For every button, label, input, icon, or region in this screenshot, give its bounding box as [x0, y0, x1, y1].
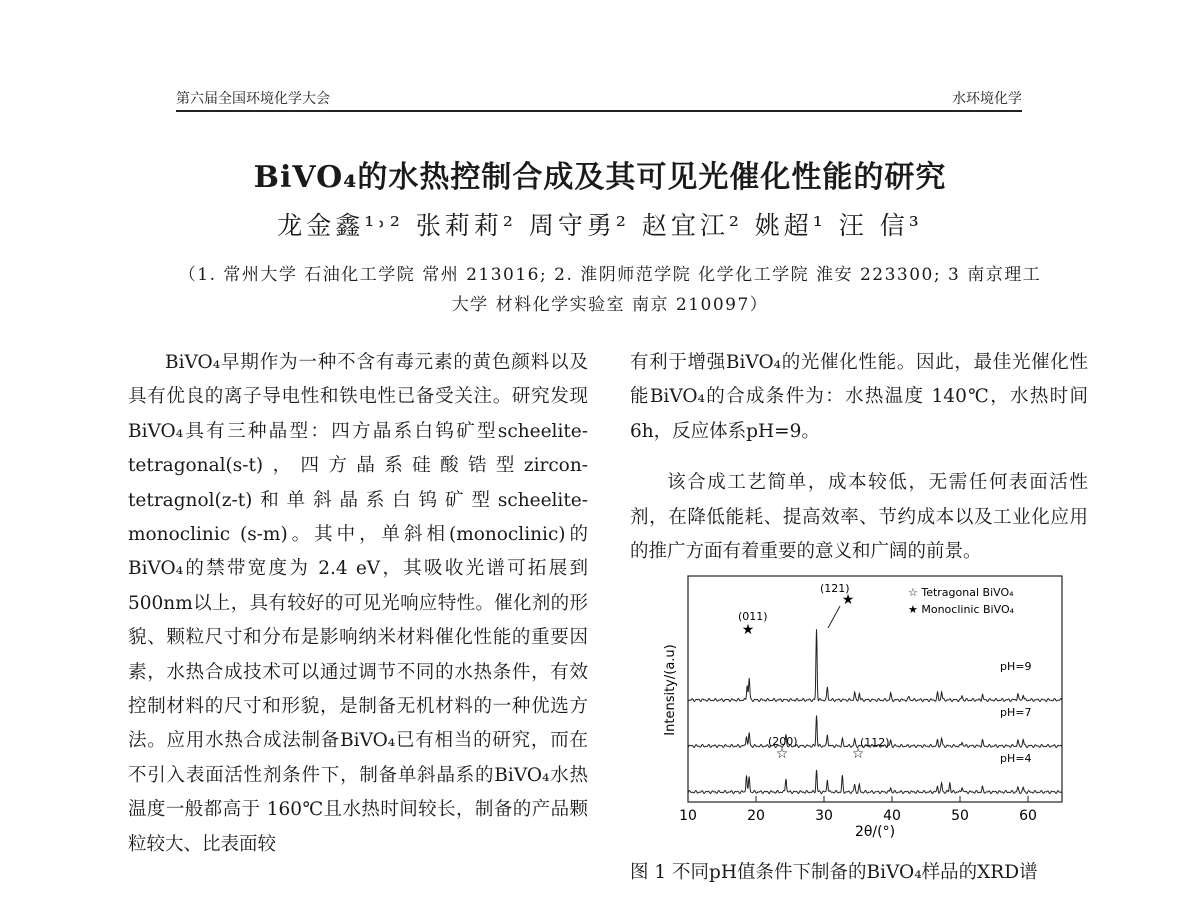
xrd-figure: [630, 570, 1090, 860]
body-paragraph-right-1: 有利于增强BiVO₄的光催化性能。因此，最佳光催化性能BiVO₄的合成条件为：水热温度 140℃，水热时间 6h，反应体系pH=9。: [630, 352, 1088, 442]
x-tick-label: 10: [679, 808, 697, 824]
body-paragraph-left: BiVO₄早期作为一种不含有毒元素的黄色颜料以及具有优良的离子导电性和铁电性已备受关注。研究发现BiVO₄具有三种晶型：四方晶系白钨矿型scheelite-tetragonal(s-t)，四方晶系硅酸锆型zircon-tetragnol(z-t)和单斜晶系白钨矿型scheelite-monoclinic (s-m)。其中，单斜相(monoclinic)的BiVO₄的禁带宽度为 2.4 eV，其吸收光谱可拓展到500nm以上，具有较好的可见光响应特性。催化剂的形貌、颗粒尺寸和分布是影响纳米材料催化性能的重要因素，水热合成技术可以通过调节不同的水热条件，有效控制材料的尺寸和形貌，是制备无机材料的一种优选方法。应用水热合成法制备BiVO₄已有相当的研究，而在不引入表面活性剂条件下，制备单斜晶系的BiVO₄水热温度一般都高于 160℃且水热时间较长，制备的产品颗粒较大、比表面较: [128, 352, 588, 855]
filled-star-marker: ★: [841, 592, 855, 608]
legend-tetragonal: ☆ Tetragonal BiVO₄: [908, 586, 1014, 599]
series-label: pH=4: [1000, 752, 1032, 765]
peak-annotation: (121): [820, 582, 850, 595]
header-rule: [176, 110, 1022, 112]
x-tick-label: 40: [883, 808, 901, 824]
running-header-conference: 第六届全国环境化学大会: [176, 91, 330, 107]
peak-annotation: (011): [738, 610, 768, 623]
filled-star-marker: ★: [741, 622, 755, 638]
x-axis-label: 2θ/(°): [854, 824, 896, 840]
annotation-arrow: [828, 606, 840, 628]
x-tick-label: 50: [951, 808, 969, 824]
series-line-pH=4: [688, 770, 1062, 794]
x-tick-label: 20: [747, 808, 765, 824]
figure-caption: 图 1 不同pH值条件下制备的BiVO₄样品的XRD谱: [630, 862, 1038, 883]
running-header-section: 水环境化学: [952, 91, 1022, 107]
open-star-marker: ☆: [851, 746, 865, 762]
peak-annotation: (112): [860, 736, 890, 749]
affiliation-line-1: （1. 常州大学 石油化工学院 常州 213016; 2. 淮阴师范学院 化学化工学院 淮安 223300; 3 南京理工: [178, 265, 1042, 285]
open-star-marker: ☆: [775, 746, 789, 762]
y-axis-label: Intensity/(a.u): [663, 644, 678, 736]
author-list: 龙金鑫¹˒² 张莉莉² 周守勇² 赵宜江² 姚超¹ 汪 信³: [277, 211, 923, 240]
affiliation-line-2: 大学 材料化学实验室 南京 210097）: [451, 295, 769, 315]
left-column: [128, 346, 588, 862]
body-paragraph-right-2: 该合成工艺简单，成本较低，无需任何表面活性剂，在降低能耗、提高效率、节约成本以及工业化应用的推广方面有着重要的意义和广阔的前景。: [630, 472, 1088, 563]
series-label: pH=7: [1000, 706, 1032, 719]
x-tick-label: 60: [1019, 808, 1037, 824]
right-column: [630, 346, 1088, 569]
x-tick-label: 30: [815, 808, 833, 824]
xrd-chart: [630, 570, 1090, 860]
series-label: pH=9: [1000, 660, 1032, 673]
peak-annotation: (200): [768, 735, 798, 748]
paper-title: BiVO₄的水热控制合成及其可见光催化性能的研究: [253, 160, 947, 195]
legend-monoclinic: ★ Monoclinic BiVO₄: [908, 603, 1015, 616]
